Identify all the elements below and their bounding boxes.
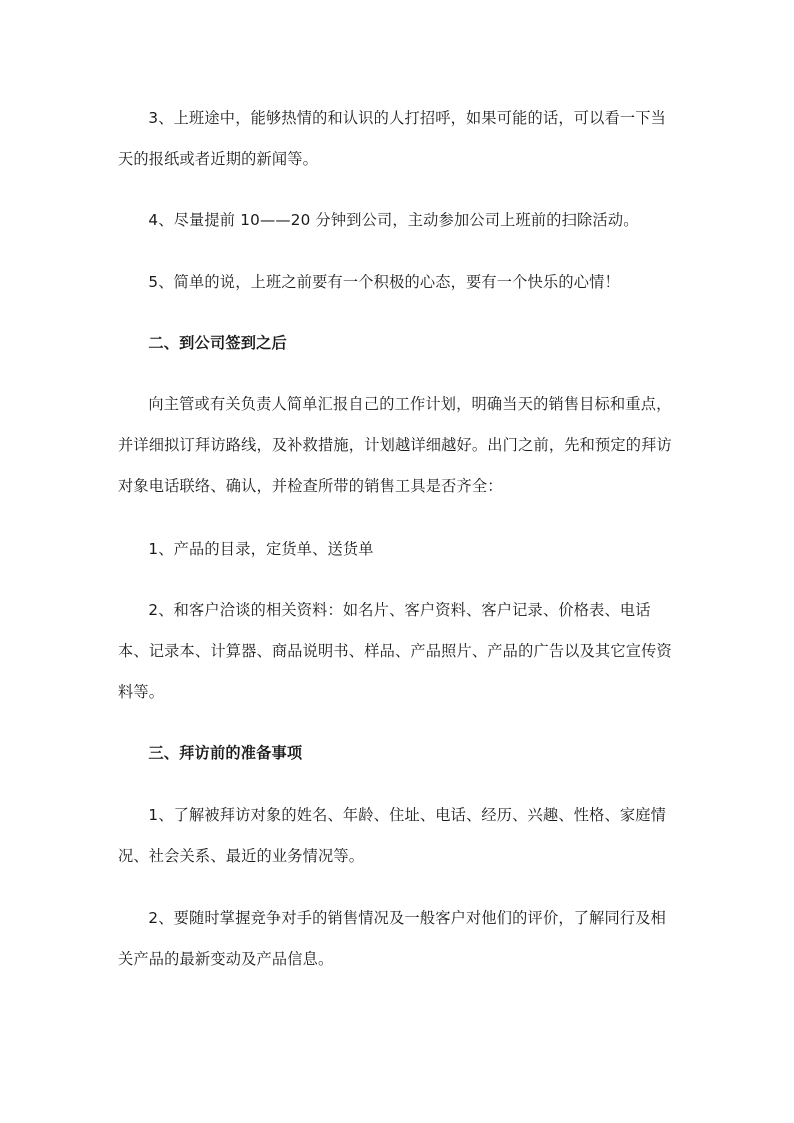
paragraph-positive-attitude: 5、简单的说，上班之前要有一个积极的心态，要有一个快乐的心情！ [148, 273, 620, 291]
section-heading-after-signin: 二、到公司签到之后 [148, 334, 287, 352]
paragraph-product-catalog: 1、产品的目录，定货单、送货单 [148, 540, 374, 558]
paragraph-report-plan: 向主管或有关负责人简单汇报自己的工作计划，明确当天的销售目标和重点，并详细拟订拜访路线，及补救措施，计划越详细越好。出门之前，先和预定的拜访对象电话联络、确认，并检查所带的销售工具是否齐全： [118, 395, 672, 495]
paragraph-client-materials: 2、和客户洽谈的相关资料：如名片、客户资料、客户记录、价格表、电话本、记录本、计算器、商品说明书、样品、产品照片、产品的广告以及其它宣传资料等。 [118, 601, 672, 701]
paragraph-commute: 3、上班途中，能够热情的和认识的人打招呼，如果可能的话，可以看一下当天的报纸或者近期的新闻等。 [118, 109, 667, 168]
paragraph-competitor-info: 2、要随时掌握竞争对手的销售情况及一般客户对他们的评价，了解同行及相关产品的最新变动及产品信息。 [118, 909, 667, 968]
section-heading-visit-prep: 三、拜访前的准备事项 [148, 744, 303, 762]
paragraph-arrive-early: 4、尽量提前 10——20 分钟到公司，主动参加公司上班前的扫除活动。 [148, 211, 639, 229]
paragraph-know-client: 1、了解被拜访对象的姓名、年龄、住址、电话、经历、兴趣、性格、家庭情况、社会关系、最近的业务情况等。 [118, 806, 667, 865]
